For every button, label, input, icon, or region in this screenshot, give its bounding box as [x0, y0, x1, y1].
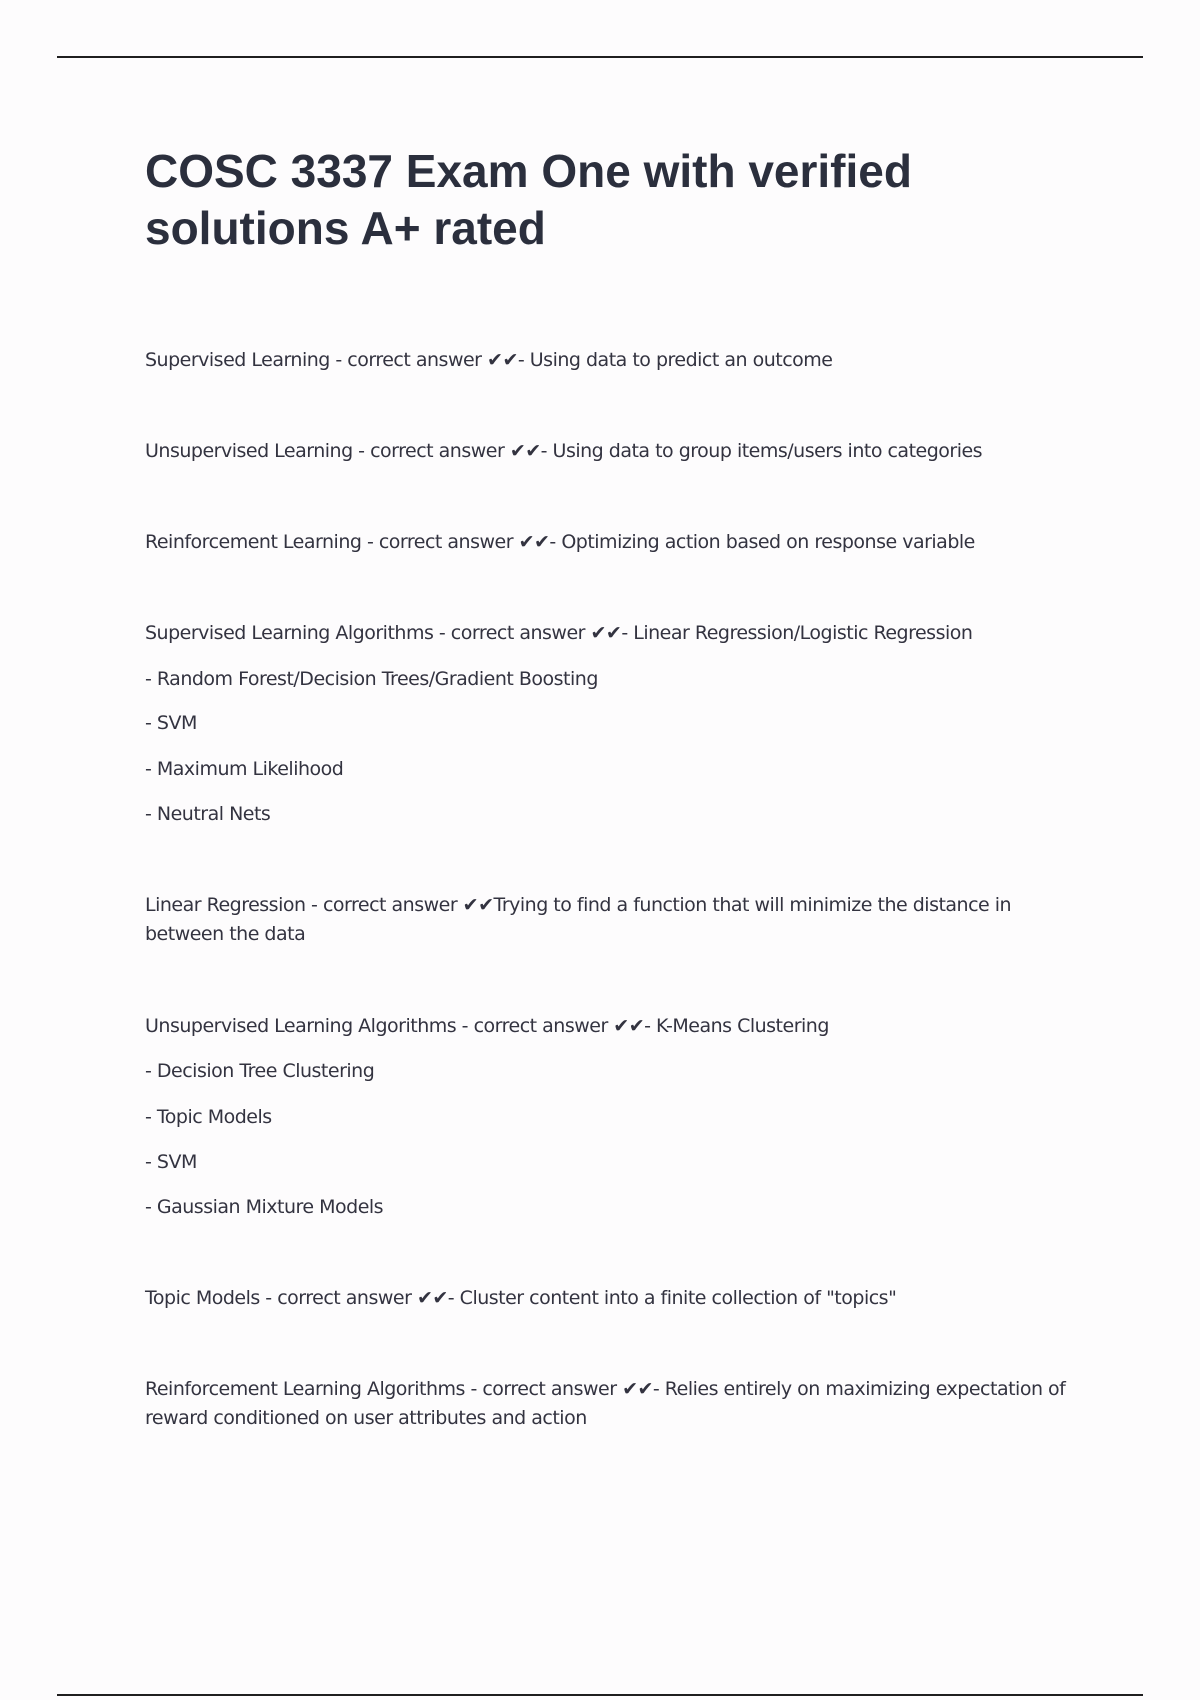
document-title: COSC 3337 Exam One with verified solutions A+ rated	[145, 145, 912, 254]
qa-unsupervised-learning: Unsupervised Learning - correct answer ✔✔- Using data to group items/users into categories	[145, 440, 983, 462]
qa-unsupervised-algorithms: Unsupervised Learning Algorithms - correct answer ✔✔- K-Means Clustering	[145, 1015, 829, 1037]
qa-linear-regression: Linear Regression - correct answer ✔✔Trying to find a function that will minimize the distance in between the data	[145, 894, 1012, 945]
top-rule	[57, 56, 1143, 58]
list-item: - SVM	[145, 712, 197, 734]
list-item: - Topic Models	[145, 1106, 272, 1128]
qa-topic-models: Topic Models - correct answer ✔✔- Cluster content into a finite collection of "topics"	[145, 1287, 897, 1309]
qa-supervised-algorithms: Supervised Learning Algorithms - correct answer ✔✔- Linear Regression/Logistic Regression	[145, 622, 973, 644]
list-item: - Neutral Nets	[145, 803, 271, 825]
qa-supervised-learning: Supervised Learning - correct answer ✔✔- Using data to predict an outcome	[145, 349, 833, 371]
qa-reinforcement-learning: Reinforcement Learning - correct answer ✔✔- Optimizing action based on response variable	[145, 531, 975, 553]
list-item: - SVM	[145, 1151, 197, 1173]
bottom-rule	[57, 1694, 1143, 1696]
list-item: - Gaussian Mixture Models	[145, 1196, 384, 1218]
list-item: - Random Forest/Decision Trees/Gradient Boosting	[145, 668, 598, 690]
list-item: - Decision Tree Clustering	[145, 1060, 375, 1082]
list-item: - Maximum Likelihood	[145, 758, 344, 780]
qa-reinforcement-algorithms: Reinforcement Learning Algorithms - correct answer ✔✔- Relies entirely on maximizing expectation of reward conditioned on user attributes and action	[145, 1378, 1066, 1429]
